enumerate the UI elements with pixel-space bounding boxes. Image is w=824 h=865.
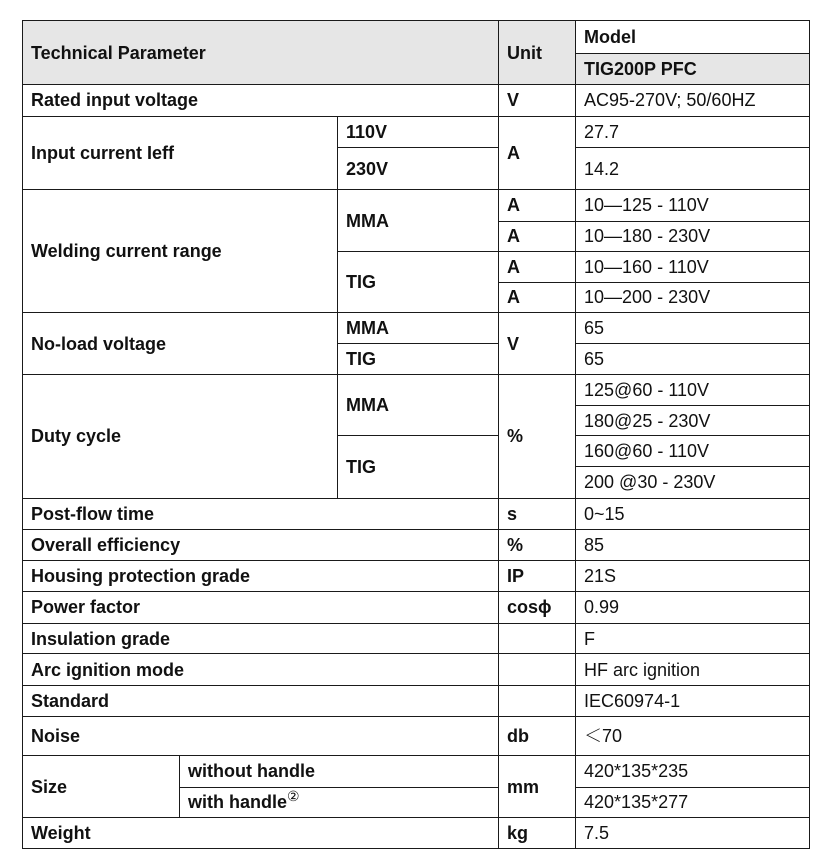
unit-insulation-grade: [499, 623, 576, 654]
value-weight: 7.5: [576, 818, 810, 849]
header-model-label: Model: [576, 21, 810, 54]
sub-welding-current-tig: TIG: [338, 252, 499, 313]
sub-duty-cycle-tig: TIG: [338, 436, 499, 498]
value-insulation-grade: F: [576, 623, 810, 654]
unit-power-factor: cosϕ: [499, 592, 576, 624]
unit-welding-current-2: A: [499, 221, 576, 252]
unit-noise: db: [499, 717, 576, 756]
value-power-factor: 0.99: [576, 592, 810, 624]
unit-overall-efficiency: %: [499, 530, 576, 561]
row-label-noise: Noise: [23, 717, 499, 756]
row-label-arc-ignition-mode: Arc ignition mode: [23, 654, 499, 686]
header-parameter: Technical Parameter: [23, 21, 499, 85]
sub-size-without-handle: without handle: [180, 756, 499, 788]
unit-weight: kg: [499, 818, 576, 849]
footnote-marker: ②: [287, 788, 300, 805]
value-no-load-tig: 65: [576, 343, 810, 375]
unit-input-current: A: [499, 116, 576, 189]
header-unit: Unit: [499, 21, 576, 85]
sub-duty-cycle-mma: MMA: [338, 375, 499, 436]
row-label-insulation-grade: Insulation grade: [23, 623, 499, 654]
sub-no-load-mma: MMA: [338, 313, 499, 344]
value-housing-protection-grade: 21S: [576, 560, 810, 592]
value-welding-current-4: 10—200 - 230V: [576, 282, 810, 313]
unit-no-load-voltage: V: [499, 313, 576, 375]
unit-rated-input-voltage: V: [499, 85, 576, 117]
unit-housing-protection-grade: IP: [499, 560, 576, 592]
value-duty-cycle-2: 180@25 - 230V: [576, 405, 810, 436]
unit-post-flow-time: s: [499, 498, 576, 530]
sub-size-with-handle: [180, 787, 499, 818]
value-input-current-110v: 27.7: [576, 116, 810, 148]
unit-standard: [499, 685, 576, 717]
value-size-without-handle: 420*135*235: [576, 756, 810, 788]
row-label-post-flow-time: Post-flow time: [23, 498, 499, 530]
sub-input-current-230v: 230V: [338, 148, 499, 190]
sub-size-with-handle-label: with handle: [188, 792, 287, 813]
value-overall-efficiency: 85: [576, 530, 810, 561]
sub-input-current-110v: 110V: [338, 116, 499, 148]
row-label-standard: Standard: [23, 685, 499, 717]
row-label-rated-input-voltage: Rated input voltage: [23, 85, 499, 117]
technical-parameter-table: [22, 20, 810, 849]
value-welding-current-1: 10—125 - 110V: [576, 190, 810, 222]
unit-welding-current-3: A: [499, 252, 576, 283]
row-label-size: Size: [23, 756, 180, 818]
row-label-welding-current-range: Welding current range: [23, 190, 338, 313]
value-rated-input-voltage: AC95-270V; 50/60HZ: [576, 85, 810, 117]
value-arc-ignition-mode: HF arc ignition: [576, 654, 810, 686]
unit-arc-ignition-mode: [499, 654, 576, 686]
sub-no-load-tig: TIG: [338, 343, 499, 375]
row-label-duty-cycle: Duty cycle: [23, 375, 338, 498]
row-label-weight: Weight: [23, 818, 499, 849]
value-welding-current-3: 10—160 - 110V: [576, 252, 810, 283]
unit-size: mm: [499, 756, 576, 818]
row-label-power-factor: Power factor: [23, 592, 499, 624]
value-duty-cycle-1: 125@60 - 110V: [576, 375, 810, 406]
row-label-housing-protection-grade: Housing protection grade: [23, 560, 499, 592]
value-size-with-handle: 420*135*277: [576, 787, 810, 818]
unit-duty-cycle: %: [499, 375, 576, 498]
row-label-overall-efficiency: Overall efficiency: [23, 530, 499, 561]
value-input-current-230v: 14.2: [576, 148, 810, 190]
row-label-input-current: Input current Ieff: [23, 116, 338, 189]
value-welding-current-2: 10—180 - 230V: [576, 221, 810, 252]
value-noise: ＜70: [576, 717, 810, 756]
unit-welding-current-4: A: [499, 282, 576, 313]
sub-welding-current-mma: MMA: [338, 190, 499, 252]
value-no-load-mma: 65: [576, 313, 810, 344]
row-label-no-load-voltage: No-load voltage: [23, 313, 338, 375]
value-post-flow-time: 0~15: [576, 498, 810, 530]
unit-welding-current-1: A: [499, 190, 576, 222]
value-duty-cycle-4: 200 @30 - 230V: [576, 466, 810, 498]
value-duty-cycle-3: 160@60 - 110V: [576, 436, 810, 467]
value-standard: IEC60974-1: [576, 685, 810, 717]
header-model-name: TIG200P PFC: [576, 53, 810, 85]
